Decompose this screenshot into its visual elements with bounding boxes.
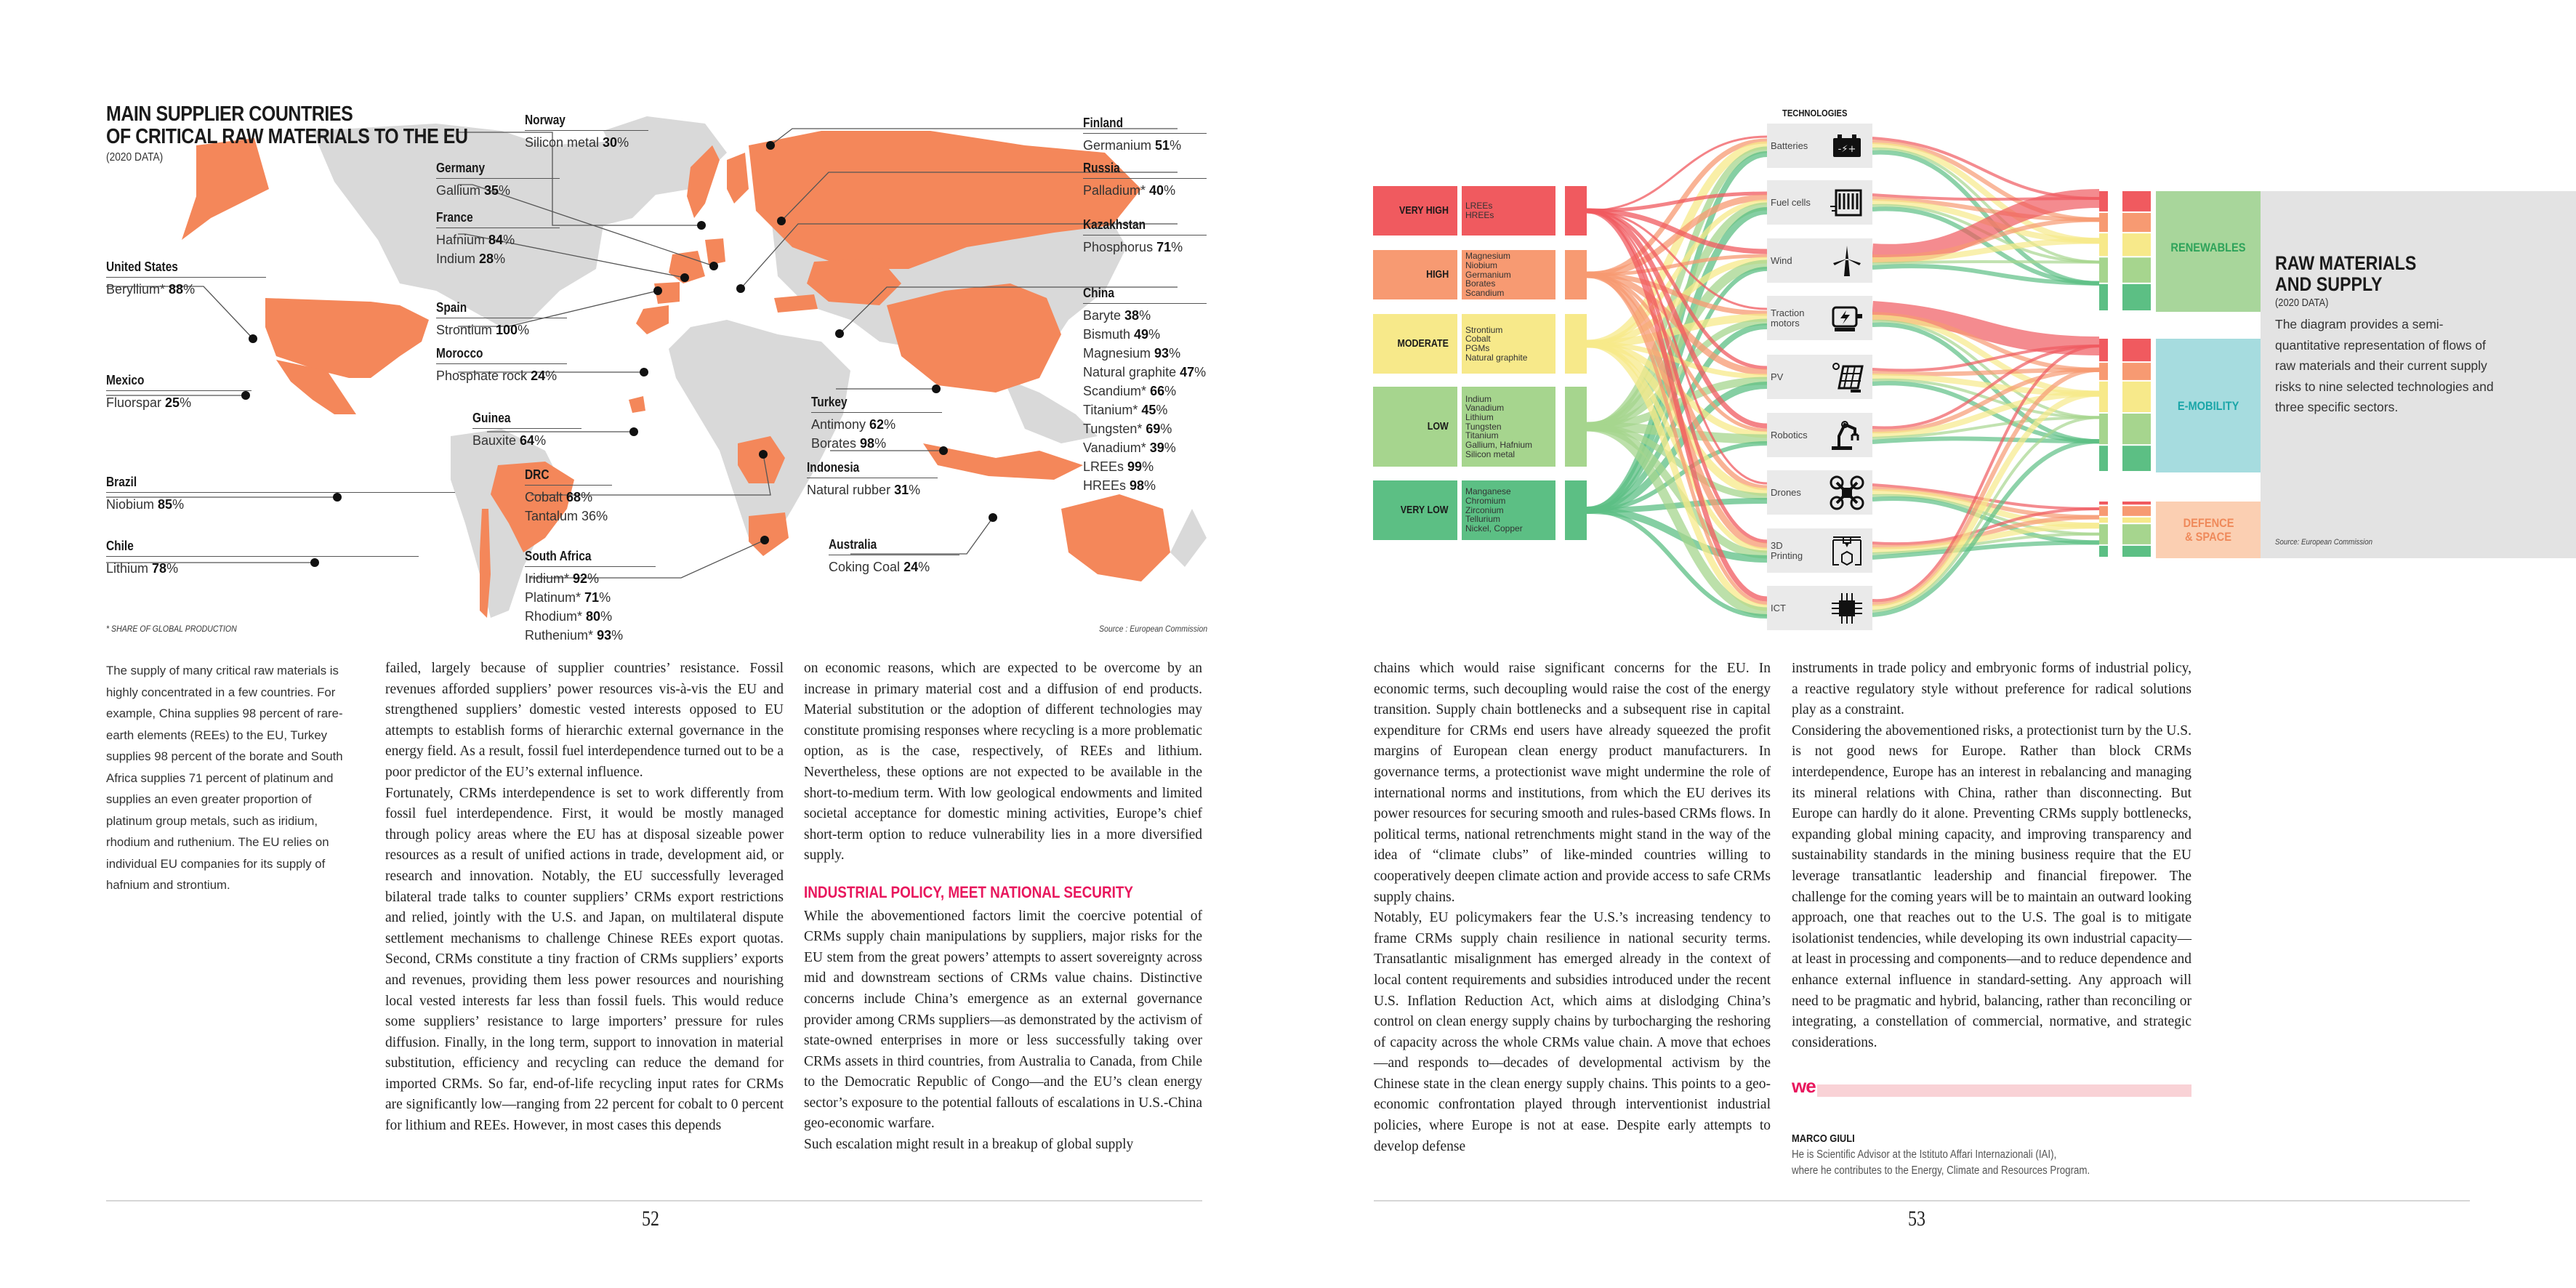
callout-rule [525,485,612,486]
technology-traction-motors [1767,296,1872,340]
material-name: Borates [1465,278,1496,289]
material-share: Beryllium* 88% [106,282,196,297]
author-bio-line1: He is Scientific Advisor at the Istituto Affari Internazionali (IAI), [1792,1148,2057,1161]
info-subtitle: (2020 DATA) [2275,297,2329,309]
material-name: Chromium [1465,495,1506,506]
sector-label: DEFENCE & SPACE [2183,516,2234,544]
callout-brazil [106,472,455,514]
article-column-2 [804,659,1202,1156]
callout-rule [436,178,560,179]
callout-rule [106,492,455,493]
material-name: Tellurium [1465,514,1501,525]
risk-level-label: VERY LOW [1401,504,1449,516]
material-share: Bismuth 49% [1083,327,1161,342]
callout-kazakhstan [1083,215,1207,257]
country-name: Norway [525,113,565,127]
paragraph: on economic reasons, which are expected to be overcome by an increase in primary material cost and a diffusion of end products. Material substitution or the adoption of different technologies may constitute promising responses where recycling is a more problematic option, as is the case, respectively, of REEs and lithium. Nevertheless, these options are not expected to be available in the short-to-medium term. With low geological endowments and limited societal acceptance for domestic mining activities, Europe’s chief short-term option to reduce vulnerability lies in a more diversified supply. [804,661,1202,864]
material-name: Indium [1465,393,1492,404]
technology-robotics [1767,413,1872,457]
paragraph: chains which would raise significant concerns for the EU. In economic terms, such decoupling would raise the cost of the energy transition. Supply chain bottlenecks and a subsequent rise in capital expenditure for CRMs end users have already squeezed the profit margins of European clean energy product manufacturers. In governance terms, a protectionist wave might undermine the role of international norms and institutions, from which the EU derives its power resources for securing smooth and rules-based CRMs flows. In political terms, national retrenchments might stand in the way of the idea of “climate clubs” of like-minded countries willing to cooperatively deepen climate action and provide access to safe CRMs supply chains. [1374,661,1771,905]
sector-share-segment [2099,546,2108,557]
technology-name: Drones [1771,486,1801,498]
sector-share-segment [2122,506,2151,516]
material-share: Germanium 51% [1083,138,1182,153]
material-name: Nickel, Copper [1465,523,1523,534]
country-name: Australia [829,537,877,552]
sector-share-segment [2099,191,2108,212]
sector-share-segment [2099,502,2108,504]
material-name: Niobium [1465,259,1498,270]
page-number-right: 53 [1908,1207,1925,1231]
sector-share-segment [2122,382,2151,412]
material-name: Silicon metal [1465,448,1516,459]
sector-share-segment [2122,339,2151,361]
callout-chile [106,536,419,578]
technology-drones [1767,470,1872,515]
callout-rule [106,390,251,391]
author-bio [1792,1147,2090,1179]
material-share: Platinum* 71% [525,590,611,605]
map-finland [727,153,749,204]
risk-level-label: LOW [1427,421,1449,432]
sector-share-segment [2099,339,2108,361]
callout-indonesia [807,458,938,499]
risk-source-node [1565,314,1587,374]
material-name: Magnesium [1465,251,1511,262]
material-name: Cobalt [1465,334,1491,345]
country-name: Indonesia [807,460,860,475]
callout-mexico [106,371,251,412]
material-share: Palladium* 40% [1083,183,1176,198]
callout-france [436,208,560,268]
electric-motor-icon [1829,300,1865,337]
paragraph: Fortunately, CRMs interdependence is set to work differently from fossil fuel interdependence. First, it would be mostly managed through policy areas where the EU has at disposal sizeable power resources as a result of unified actions in trade, development aid, or research and innovation. Notably, the EU successfully leveraged bilateral trade talks to counter suppliers’ CRMs export restrictions and relied, jointly with the U.S. and Japan, on multilateral dispute settlement mechanisms to challenge Chinese REEs export quotas. Second, CRMs constitute a tiny fraction of CRMs suppliers’ exports and revenues, providing them less power resources and nourishing local vested interests far less than fossil fuels. This would reduce some suppliers’ resistance to large importers’ pressure for rules diffusion. Finally, in the long term, support to innovation in material substitution, efficiency and recycling can reduce the demand for imported CRMs. So far, end-of-life recycling input rates for CRMs are significantly low—ranging from 22 percent for cobalt to 0 percent for lithium and REEs. However, in most cases this depends [385,785,784,1134]
material-share: Tantalum 36% [525,509,608,523]
material-share: Indium 28% [436,251,506,266]
map-germany [705,238,725,265]
sector-share-segment [2099,363,2108,380]
material-name: Vanadium [1465,403,1505,414]
microchip-icon [1829,590,1865,627]
technology-name: Robotics [1771,429,1808,440]
callout-australia [829,535,959,576]
material-share: Fluorspar 25% [106,395,192,410]
material-name: Natural graphite [1465,352,1528,363]
callout-rule [436,363,567,364]
sector-share-segment [2099,233,2108,256]
drone-icon [1829,475,1865,511]
sector-share-segment [2099,518,2108,523]
sector-share-segment [2122,233,2151,256]
callout-south-africa [525,547,656,645]
risk-materials [1462,314,1555,374]
sector-share-segment [2099,257,2108,283]
material-name: Strontium [1465,324,1503,335]
material-share: Scandium* 66% [1083,384,1177,398]
wind-turbine-icon [1829,243,1865,279]
callout-rule [1083,303,1207,304]
risk-level-label: VERY HIGH [1399,205,1449,217]
risk-materials [1462,387,1555,467]
risk-source-node [1565,186,1587,236]
material-share: Phosphate rock 24% [436,369,558,383]
paragraph: While the abovementioned factors limit the coercive potential of CRMs supply chain manipulations by suppliers, major risks for the EU stem from the great powers’ attempts to assert sovereignty across mid and downstream sections of CRMs value chains. Distinctive concerns include China’s emergence as an external governance provider among CRMs suppliers—as demonstrated by the activism of state-owned enterprises in more or less successfully taking over CRMs assets in third countries, from Australia to Canada, from Chile to the Democratic Republic of Congo—and the EU’s clean energy sector’s exposure to the potential fallouts of escalations in U.S.-China geo-economic warfare. [804,908,1202,1132]
technology-pv [1767,355,1872,399]
country-name: South Africa [525,549,592,563]
risk-materials [1462,250,1555,299]
material-name: HREEs [1465,210,1494,220]
material-share: LREEs 99% [1083,459,1154,474]
map-china [887,283,1061,393]
map-title-line1: MAIN SUPPLIER COUNTRIES [106,102,353,126]
map-turkey [774,294,818,313]
technologies-title: TECHNOLOGIES [1782,108,1848,118]
material-share: HREEs 98% [1083,478,1156,493]
risk-level-very-high [1373,186,1457,236]
info-description: The diagram provides a semi-quantitative representation of flows of raw materials and their current supply risks to nine selected technologies and three specific sectors. [2275,317,2494,415]
risk-level-low [1373,387,1457,467]
material-name: Zirconium [1465,504,1504,515]
material-name: Manganese [1465,486,1511,497]
callout-rule [1083,178,1207,179]
country-name: Guinea [472,411,511,425]
material-name: LREEs [1465,201,1493,212]
sector-share-segment [2099,506,2108,516]
callout-russia [1083,158,1207,200]
material-name: PGMs [1465,343,1490,353]
sector-share-segment [2122,446,2151,471]
material-share: Magnesium 93% [1083,346,1181,361]
callout-rule [1083,133,1207,134]
sankey-flow [1872,438,2099,442]
callout-norway [525,110,648,152]
author-name: MARCO GIULI [1792,1132,1855,1145]
paragraph: failed, largely because of supplier countries’ resistance. Fossil revenues afforded suppliers’ power resources vis-à-vis the EU and strengthened suppliers’ domestic vested interests opposed to EU attempts to establish forms of hierarchic external governance in the energy field. As a result, fossil fuel interdependence turned out to be a poor predictor of the EU’s external influence. [385,661,784,780]
info-source: Source: European Commission [2275,538,2372,547]
technology-ict [1767,586,1872,630]
callout-rule [525,566,656,567]
map-footnote: * SHARE OF GLOBAL PRODUCTION [106,624,237,634]
material-share: Tungsten* 69% [1083,422,1172,436]
material-share: Antimony 62% [811,417,896,432]
map-south-africa [749,512,789,556]
country-name: Chile [106,539,134,553]
material-share: Titanium* 45% [1083,403,1168,417]
sector-e-mobility [2156,339,2261,472]
technology-name: Fuel cells [1771,196,1811,208]
technology-name: PV [1771,371,1784,382]
callout-finland [1083,113,1207,155]
material-share: Coking Coal 24% [829,560,930,574]
article-column-1 [385,659,784,1137]
map-subtitle: (2020 DATA) [106,151,164,164]
map-title [106,103,468,148]
sector-share-segment [2122,213,2151,232]
paragraph: Considering the abovementioned risks, a protectionist turn by the U.S. is not good news for Europe. Rather than block CRMs interdependence, Europe has an interest in rebalancing and managing its mineral relations with China, rather than disconnecting. But Europe can hardly do it alone. Preventing CRMs supply bottlenecks, expanding global mining capacity, and improving transparency and sustainability standards in the mining business require that the EU leverage transatlantic leadership and financial firepower. The challenge for the coming years will be to maintain an outward looking approach, one that reaches out to the U.S. The goal is to mitigate isolationist tendencies, while developing its own industrial capacity—at least in processing and components—and to reduce dependence and enhance external influence in standard-setting. Any approach will need to be pragmatic and hybrid, balancing, rather than reconciling or integrating, a constellation of commercial, normative, and strategic considerations. [1792,723,2191,1050]
sector-share-segment [2122,257,2151,283]
callout-turkey [811,393,942,453]
sidebar-summary: The supply of many critical raw materials is highly concentrated in a few countries. For example, China supplies 98 percent of rare-earth elements (REEs) to the EU, Turkey supplies 98 percent of the borate and South Africa supplies 71 percent of platinum and supplies an even greater proportion of platinum group metals, such as iridium, rhodium and ruthenium. The EU relies on individual EU companies for its supply of hafnium and strontium. [106,664,343,892]
country-name: Brazil [106,475,137,489]
footer-rule-right [1374,1200,2470,1202]
info-title-line1: RAW MATERIALS [2275,252,2417,274]
risk-level-very-low [1373,480,1457,540]
author-bio-line2: where he contributes to the Energy, Climate and Resources Program. [1792,1164,2090,1177]
technology-name: Batteries [1771,140,1808,151]
map-title-line2: OF CRITICAL RAW MATERIALS TO THE EU [106,125,468,148]
country-name: DRC [525,467,550,482]
material-share: Vanadium* 39% [1083,440,1176,455]
map-morocco [636,305,669,334]
country-name: France [436,210,473,225]
risk-materials [1462,480,1555,540]
sector-renewables [2156,191,2261,312]
callout-rule [472,428,581,429]
risk-level-label: MODERATE [1397,338,1449,350]
material-share: Gallium 35% [436,183,511,198]
technology-name: ICT [1771,602,1786,613]
country-name: Spain [436,300,467,315]
logo-bar [1817,1084,2191,1097]
country-name: Germany [436,161,486,175]
sector-share-segment [2122,502,2151,504]
sector-share-segment [2099,446,2108,471]
callout-china [1083,283,1207,495]
sector-share-segment [2122,363,2151,380]
country-name: Turkey [811,395,848,409]
sector-share-segment [2099,284,2108,310]
material-share: Bauxite 64% [472,433,547,448]
country-name: Finland [1083,116,1124,130]
callout-rule [525,130,648,131]
material-share: Natural rubber 31% [807,483,921,497]
sector-share-segment [2099,213,2108,232]
map-alaska [182,138,269,240]
paragraph: Notably, EU policymakers fear the U.S.’s increasing tendency to frame CRMs supply chain resilience in national security terms. Transatlantic misalignment has emerged already in the context of local content requirements and subsidies introduced under the recent U.S. Inflation Reduction Act, which aims at dislodging China’s control on clean energy supply chains by turbocharging the reshoring of capacity across the whole CRMs value chain. A move that echoes—and responds to—decades of developmental activism by the Chinese state in the clean energy supply chains. This points to a geo-economic confrontation played through interventionist industrial policies, where Europe is not at ease. Despite early attempts to develop defense [1374,910,1771,1154]
sector-share-segment [2122,414,2151,444]
info-title [2275,253,2416,295]
material-share: Cobalt 68% [525,490,593,504]
sector-share-segment [2099,524,2108,544]
callout-united-states [106,257,266,299]
article-column-3 [1374,659,1771,1157]
page-number-left: 52 [642,1207,659,1231]
material-share: Niobium 85% [106,497,185,512]
3d-printer-icon [1829,533,1865,569]
callout-rule [811,412,942,413]
risk-level-moderate [1373,314,1457,374]
country-name: United States [106,259,178,274]
material-share: Natural graphite 47% [1083,365,1207,379]
fuel-cell-icon [1829,185,1865,221]
article-column-4 [1792,659,2191,1053]
sector-share-segment [2099,414,2108,444]
technology-name: Traction motors [1771,307,1805,329]
sector-share-segment [2122,191,2151,212]
callout-drc [525,465,612,526]
material-share: Rhodium* 80% [525,609,613,624]
material-share: Iridium* 92% [525,571,600,586]
we-logo: we [1792,1075,1816,1097]
sector-share-segment [2122,518,2151,523]
map-source: Source : European Commission [1099,624,1208,634]
material-name: Titanium [1465,430,1499,441]
sector-label: RENEWABLES [2170,241,2246,254]
material-share: Phosphorus 71% [1083,240,1183,254]
material-name: Scandium [1465,288,1505,299]
callout-morocco [436,344,567,385]
map-australia [1061,494,1170,581]
section-heading: INDUSTRIAL POLICY, MEET NATIONAL SECURITY [804,882,1134,901]
callout-guinea [472,408,581,450]
material-name: Gallium, Hafnium [1465,440,1533,451]
footer-rule-left [106,1200,1202,1202]
material-share: Hafnium 84% [436,233,515,247]
country-name: Morocco [436,346,483,361]
country-name: Mexico [106,373,145,387]
risk-materials [1462,186,1555,236]
risk-source-node [1565,387,1587,467]
callout-rule [106,277,266,278]
battery-icon [1829,128,1865,164]
material-share: Ruthenium* 93% [525,628,624,643]
robot-arm-icon [1829,417,1865,454]
technology-name: Wind [1771,254,1792,266]
risk-source-node [1565,480,1587,540]
country-name: Kazakhstan [1083,217,1146,232]
technology-wind [1767,238,1872,283]
map-guinea [629,396,645,413]
callout-spain [436,298,567,339]
callout-rule [1083,235,1207,236]
callout-rule [106,556,419,557]
risk-level-label: HIGH [1425,269,1449,281]
country-name: Russia [1083,161,1120,175]
material-share: Baryte 38% [1083,308,1151,323]
material-name: Tungsten [1465,421,1502,432]
sector-share-segment [2122,284,2151,310]
material-name: Lithium [1465,411,1494,422]
sector-label: E-MOBILITY [2177,398,2239,413]
svg-text:-⚡+: -⚡+ [1838,143,1856,155]
technology-name: 3D Printing [1771,539,1803,561]
country-name: China [1083,286,1115,300]
sector-share-segment [2099,382,2108,412]
sankey-flow [1872,262,2099,264]
material-share: Silicon metal 30% [525,135,629,150]
info-title-line2: AND SUPPLY [2275,273,2383,295]
sector-share-segment [2122,546,2151,557]
callout-germany [436,158,560,200]
technology-batteries [1767,124,1872,168]
technology-3d-printing [1767,528,1872,573]
material-share: Lithium 78% [106,561,179,576]
material-share: Borates 98% [811,436,887,451]
risk-level-high [1373,250,1457,299]
sector-share-segment [2122,524,2151,544]
material-name: Germanium [1465,269,1511,280]
sector-defence-space [2156,502,2261,558]
sankey-flow [1872,266,2099,283]
solar-panel-icon [1829,359,1865,395]
material-share: Strontium 100% [436,323,530,337]
risk-source-node [1565,250,1587,299]
paragraph: instruments in trade policy and embryonic forms of industrial policy, a reactive regulatory style without preference for radical solutions play as a constraint. [1792,661,2191,718]
technology-fuel-cells [1767,180,1872,225]
paragraph: Such escalation might result in a breakup of global supply [804,1137,1134,1153]
